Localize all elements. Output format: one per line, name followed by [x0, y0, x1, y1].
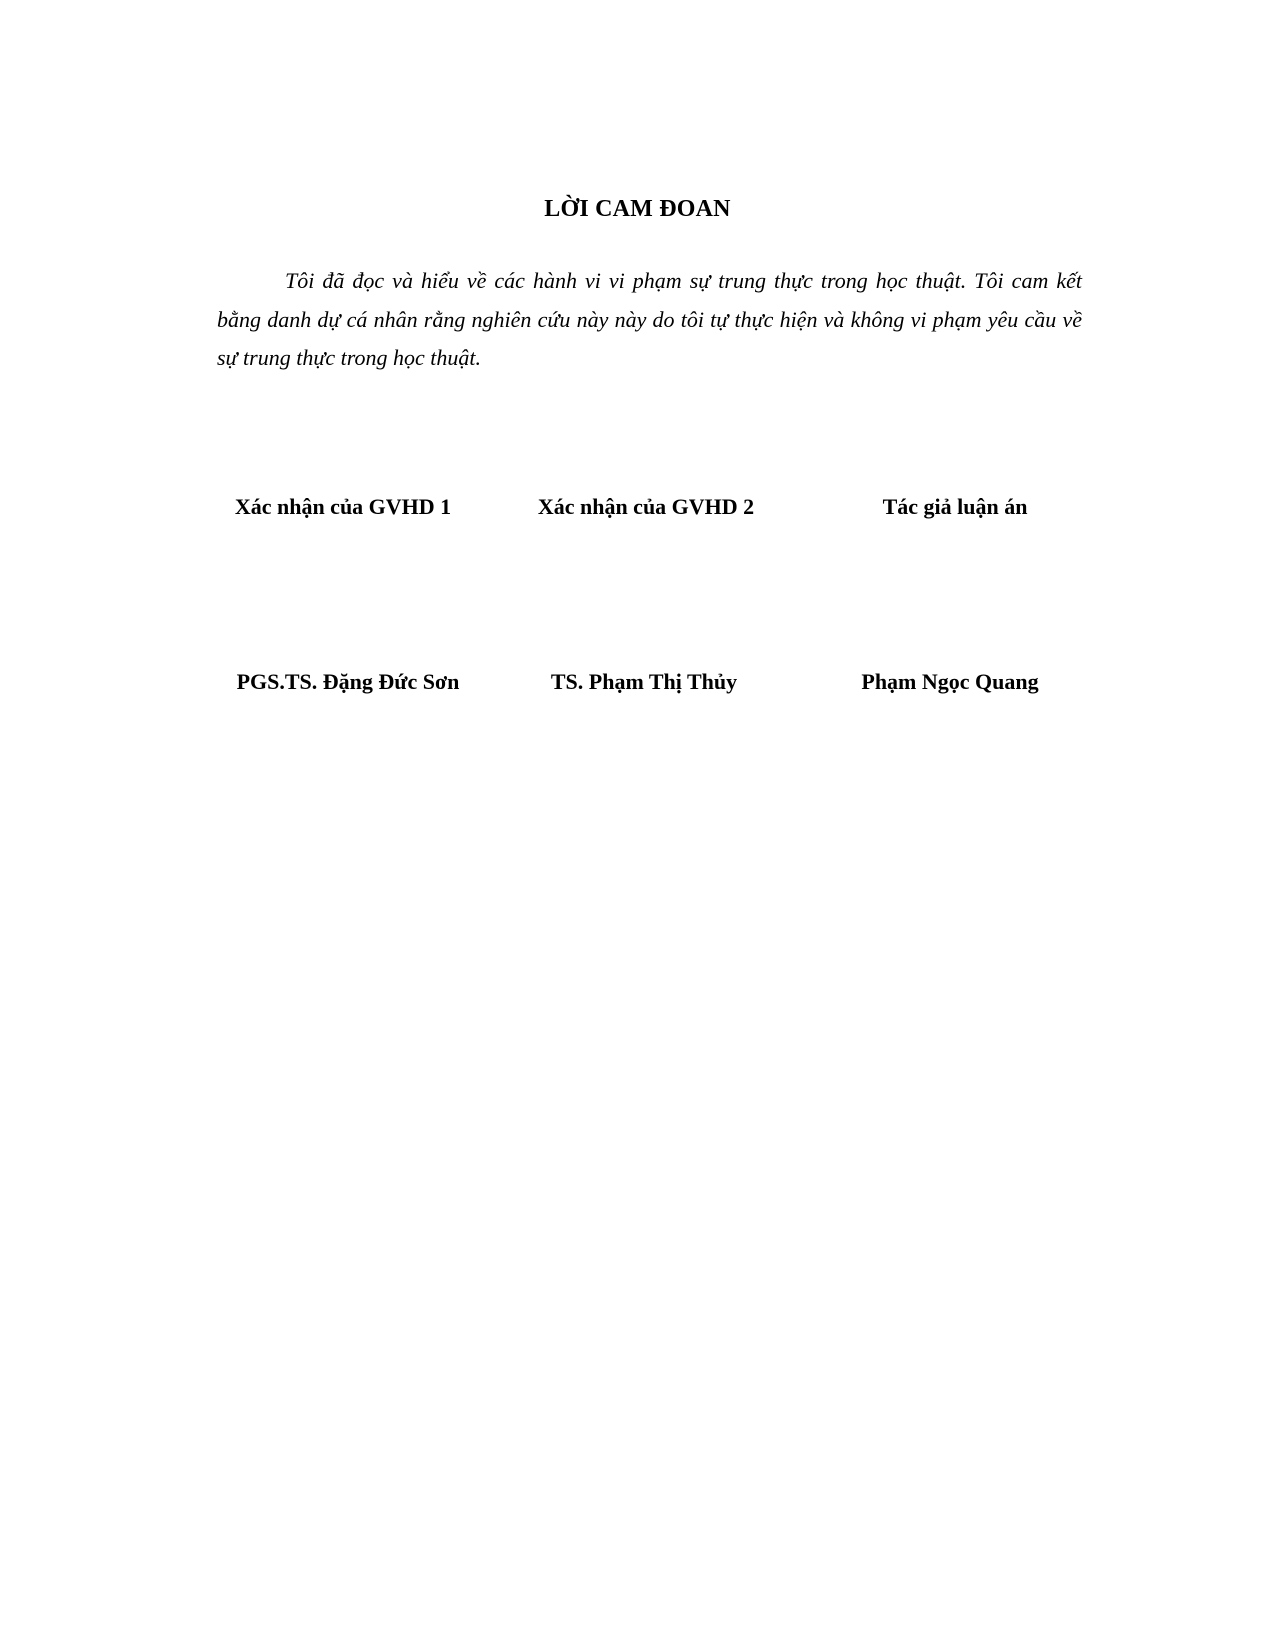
signature-name-advisor-2: TS. Phạm Thị Thủy	[550, 669, 738, 694]
signature-label-advisor-1: Xác nhận của GVHD 1	[234, 494, 452, 519]
page-title: LỜI CAM ĐOAN	[544, 196, 731, 222]
signature-name-author: Phạm Ngọc Quang	[861, 669, 1039, 694]
declaration-paragraph: Tôi đã đọc và hiểu về các hành vi vi phạm sự trung thực trong học thuật. Tôi cam kết bằng danh dự cá nhân rằng nghiên cứu này này do tôi tự thực hiện và không vi phạm yêu cầu về sự trung thực trong học thuật.	[217, 268, 1082, 370]
signature-name-advisor-1: PGS.TS. Đặng Đức Sơn	[236, 669, 460, 694]
signature-label-advisor-2: Xác nhận của GVHD 2	[537, 494, 755, 519]
signature-label-author: Tác giả luận án	[882, 494, 1028, 519]
